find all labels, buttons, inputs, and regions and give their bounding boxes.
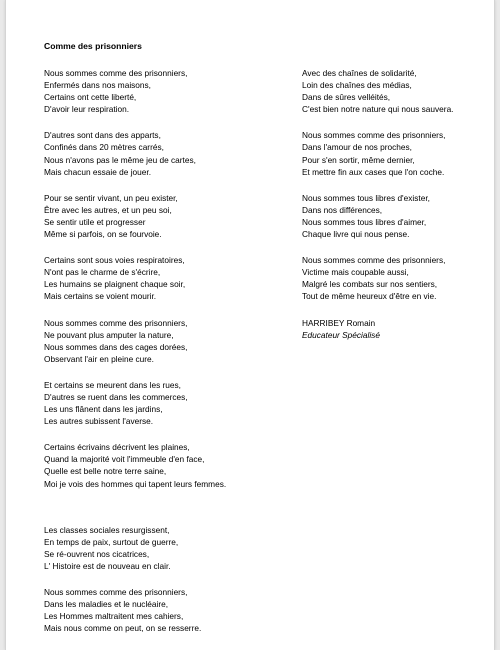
stanza bbox=[302, 129, 492, 177]
poem-line: Tout de même heureux d'être en vie. bbox=[302, 291, 437, 302]
poem-line: Les uns flânent dans les jardins, bbox=[44, 404, 163, 415]
poem-line: D'autres sont dans des apparts, bbox=[44, 130, 161, 141]
poem-line: Nous sommes comme des prisonniers, bbox=[302, 130, 446, 141]
poem-line: Nous sommes comme des prisonniers, bbox=[44, 317, 188, 328]
poem-line: Pour s'en sortir, même dernier, bbox=[302, 154, 415, 165]
poem-line: Nous n'avons pas le même jeu de cartes, bbox=[44, 154, 196, 165]
poem-line: Observant l'air en pleine cure. bbox=[44, 353, 154, 364]
stanza bbox=[302, 67, 492, 115]
poem-line: D'avoir leur respiration. bbox=[44, 104, 130, 115]
poem-line: Se sentir utile et progresser bbox=[44, 216, 146, 227]
poem-line: En temps de paix, surtout de guerre, bbox=[44, 536, 179, 547]
poem-line: Nous sommes comme des prisonniers, bbox=[302, 255, 446, 266]
poem-line: Être avec les autres, et un peu soi, bbox=[44, 204, 172, 215]
poem-line: C'est bien notre nature qui nous sauvera. bbox=[302, 104, 454, 115]
poem-line: Quand la majorité voit l'immeuble d'en face, bbox=[44, 454, 205, 465]
author-name: HARRIBEY Romain bbox=[302, 317, 376, 328]
poem-line: Les classes sociales resurgissent, bbox=[44, 524, 170, 535]
poem-line: Pour se sentir vivant, un peu exister, bbox=[44, 192, 178, 203]
poem-line: Les Hommes maltraitent mes cahiers, bbox=[44, 611, 184, 622]
poem-line: Mais nous comme on peut, on se resserre. bbox=[44, 623, 202, 634]
poem-line: Nous sommes tous libres d'aimer, bbox=[302, 216, 427, 227]
poem-line: Certains sont sous voies respiratoires, bbox=[44, 255, 185, 266]
poem-line: Quelle est belle notre terre saine, bbox=[44, 466, 167, 477]
poem-line: Les autres subissent l'averse. bbox=[44, 416, 154, 427]
poem-line: Ne pouvant plus amputer la nature, bbox=[44, 329, 174, 340]
signature-block bbox=[302, 317, 492, 341]
poem-line: Les humains se plaignent chaque soir, bbox=[44, 279, 186, 290]
poem-line: Confinés dans 20 mètres carrés, bbox=[44, 142, 164, 153]
author-role: Educateur Spécialisé bbox=[302, 329, 380, 340]
poem-line: Enfermés dans nos maisons, bbox=[44, 80, 151, 91]
poem-line: Mais chacun essaie de jouer. bbox=[44, 166, 152, 177]
poem-right-column bbox=[302, 67, 492, 341]
poem-title: Comme des prisonniers bbox=[44, 41, 142, 51]
stanza bbox=[44, 524, 294, 572]
stanza bbox=[302, 192, 492, 240]
poem-line: Victime mais coupable aussi, bbox=[302, 267, 409, 278]
stanza bbox=[44, 379, 294, 427]
poem-line: Et mettre fin aux cases que l'on coche. bbox=[302, 166, 445, 177]
stanza bbox=[44, 192, 294, 240]
poem-line: Se ré-ouvrent nos cicatrices, bbox=[44, 548, 150, 559]
stanza bbox=[44, 129, 294, 177]
poem-line: Dans les maladies et le nucléaire, bbox=[44, 599, 169, 610]
poem-line: Loin des chaînes des médias, bbox=[302, 80, 412, 91]
poem-line: Certains ont cette liberté, bbox=[44, 92, 137, 103]
stanza bbox=[44, 317, 294, 365]
poem-line: D'autres se ruent dans les commerces, bbox=[44, 391, 188, 402]
poem-line: L' Histoire est de nouveau en clair. bbox=[44, 560, 171, 571]
poem-line: Nous sommes comme des prisonniers, bbox=[44, 68, 188, 78]
poem-line: Dans de sûres velléités, bbox=[302, 92, 391, 103]
document-page bbox=[5, 0, 495, 650]
stanza bbox=[44, 254, 294, 302]
poem-line: Nous sommes comme des prisonniers, bbox=[44, 587, 188, 597]
poem-line: Dans l'amour de nos proches, bbox=[302, 142, 412, 153]
stanza bbox=[44, 586, 294, 634]
poem-line: Mais certains se voient mourir. bbox=[44, 291, 157, 302]
poem-line: N'ont pas le charme de s'écrire, bbox=[44, 267, 161, 278]
poem-left-column bbox=[44, 67, 294, 648]
poem-line: Nous sommes dans des cages dorées, bbox=[44, 341, 188, 352]
poem-line: Chaque livre qui nous pense. bbox=[302, 229, 410, 240]
stanza bbox=[44, 67, 294, 115]
poem-line: Moi je vois des hommes qui tapent leurs femmes. bbox=[44, 478, 227, 489]
poem-line: Nous sommes tous libres d'exister, bbox=[302, 192, 430, 203]
poem-line: Avec des chaînes de solidarité, bbox=[302, 68, 417, 78]
poem-line: Même si parfois, on se fourvoie. bbox=[44, 229, 162, 240]
poem-line: Dans nos différences, bbox=[302, 204, 383, 215]
stanza bbox=[302, 254, 492, 302]
poem-line: Et certains se meurent dans les rues, bbox=[44, 379, 181, 390]
stanza bbox=[44, 441, 294, 489]
poem-line: Certains écrivains décrivent les plaines, bbox=[44, 442, 190, 453]
poem-line: Malgré les combats sur nos sentiers, bbox=[302, 279, 438, 290]
